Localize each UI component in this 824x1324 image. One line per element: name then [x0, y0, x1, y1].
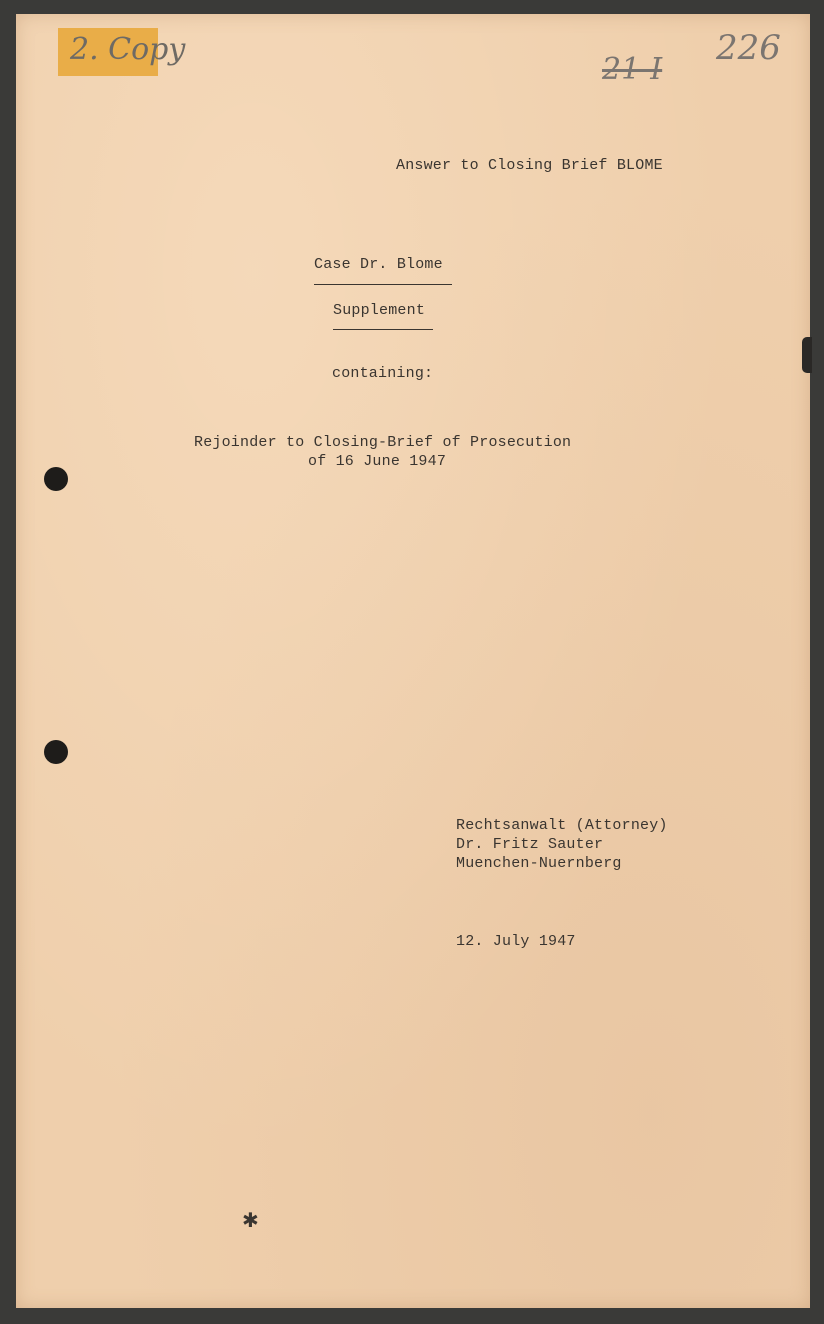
signature-line-1: Rechtsanwalt (Attorney): [456, 817, 668, 834]
edge-notch: [802, 337, 812, 373]
supplement-underline: [333, 329, 433, 330]
signature-line-2: Dr. Fritz Sauter: [456, 836, 604, 853]
rejoinder-line-2: of 16 June 1947: [308, 453, 447, 470]
copy-handwriting: 2. Copy: [70, 32, 186, 67]
rejoinder-line-1: Rejoinder to Closing-Brief of Prosecution: [194, 434, 572, 451]
supplement-heading: Supplement: [333, 302, 426, 319]
signature-line-3: Muenchen-Nuernberg: [456, 855, 622, 872]
case-line: Case Dr. Blome: [314, 256, 443, 273]
containing-label: containing:: [332, 365, 434, 382]
punch-hole-bottom: [44, 740, 68, 764]
document-title: Answer to Closing Brief BLOME: [396, 157, 663, 174]
archive-number: 226: [716, 28, 781, 68]
case-underline: [314, 284, 452, 285]
punch-hole-top: [44, 467, 68, 491]
archive-number-struck: 21-I: [602, 52, 663, 87]
ink-blot: ✱: [242, 1208, 259, 1232]
document-page: [16, 14, 810, 1308]
document-date: 12. July 1947: [456, 933, 576, 950]
